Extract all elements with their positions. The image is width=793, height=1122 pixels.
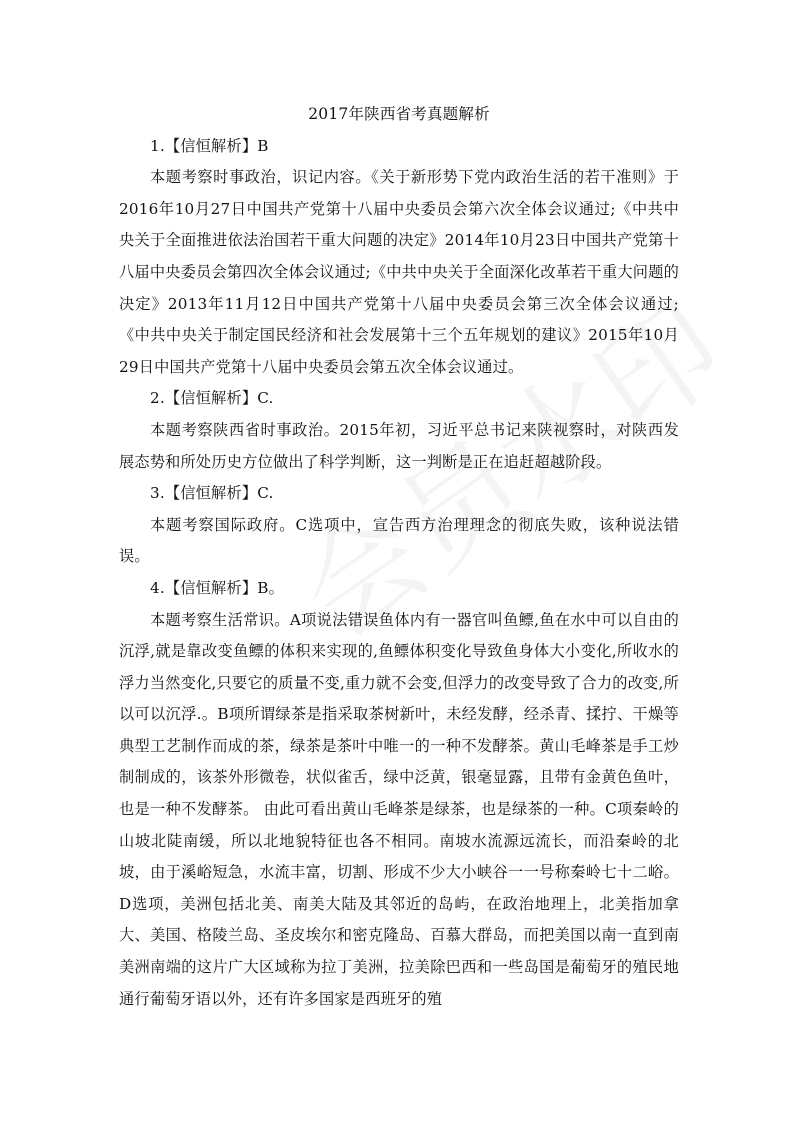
answer-heading-4: 4.【信恒解析】B。 bbox=[150, 578, 284, 597]
answer-heading-3: 3.【信恒解析】C. bbox=[150, 484, 274, 503]
explanation-4: 本题考察生活常识。A项说法错误鱼体内有一器官叫鱼鳔,鱼在水中可以自由的沉浮,就是靠改变鱼鳔的体积来实现的,鱼鳔体积变化导致鱼身体大小变化,所收水的浮力当然变化,只要它的质量不变,重力就不会变,但浮力的改变导致了合力的改变,所以可以沉浮.。B项所谓绿茶是指采取茶树新叶，未经发酵，经杀青、揉拧、干燥等典型工艺制作而成的茶，绿茶是茶叶中唯一的一种不发酵茶。黄山毛峰茶是手工炒制制成的，该茶外形微卷，状似雀舌，绿中泛黄，银毫显露，且带有金黄色鱼叶，也是一种不发酵茶。 由此可看出黄山毛峰茶是绿茶，也是绿茶的一种。C项秦岭的山坡北陡南缓，所以北地貌特征也各不相同。南坡水流源远流长，而沿秦岭的北坡，由于溪峪短急，水流丰富，切割、形成不少大小峡谷一一号称秦岭七十二峪。D选项，美洲包括北美、南美大陆及其邻近的岛屿，在政治地理上，北美指加拿大、美国、格陵兰岛、圣皮埃尔和密克隆岛、百慕大群岛，而把美国以南一直到南美洲南端的这片广大区域称为拉丁美洲，拉美除巴西和一些岛国是葡萄牙的殖民地通行葡萄牙语以外，还有许多国家是西班牙的殖 bbox=[119, 610, 679, 1008]
document-body bbox=[119, 99, 679, 1015]
answer-heading-2: 2.【信恒解析】C. bbox=[150, 389, 274, 408]
answer-heading-1: 1.【信恒解析】B bbox=[150, 136, 269, 155]
document-title: 2017年陕西省考真题解析 bbox=[308, 105, 490, 123]
explanation-2: 本题考察陕西省时事政治。2015年初，习近平总书记来陕视察时，对陕西发展态势和所处历史方位做出了科学判断，这一判断是正在追赶超越阶段。 bbox=[119, 420, 679, 471]
explanation-1: 本题考察时事政治，识记内容。《关于新形势下党内政治生活的若干准则》于2016年10月27日中国共产党第十八届中央委员会第六次全体会议通过;《中共中央关于全面推进依法治国若干重大问题的决定》2014年10月23日中国共产党第十八届中央委员会第四次全体会议通过;《中共中央关于全面深化改革若干重大问题的决定》2013年11月12日中国共产党第十八届中央委员会第三次全体会议通过;《中共中央关于制定国民经济和社会发展第十三个五年规划的建议》2015年10月29日中国共产党第十八届中央委员会第五次全体会议通过。 bbox=[119, 168, 679, 376]
explanation-3: 本题考察国际政府。C选项中，宣告西方治理理念的彻底失败，该种说法错误。 bbox=[119, 515, 679, 566]
